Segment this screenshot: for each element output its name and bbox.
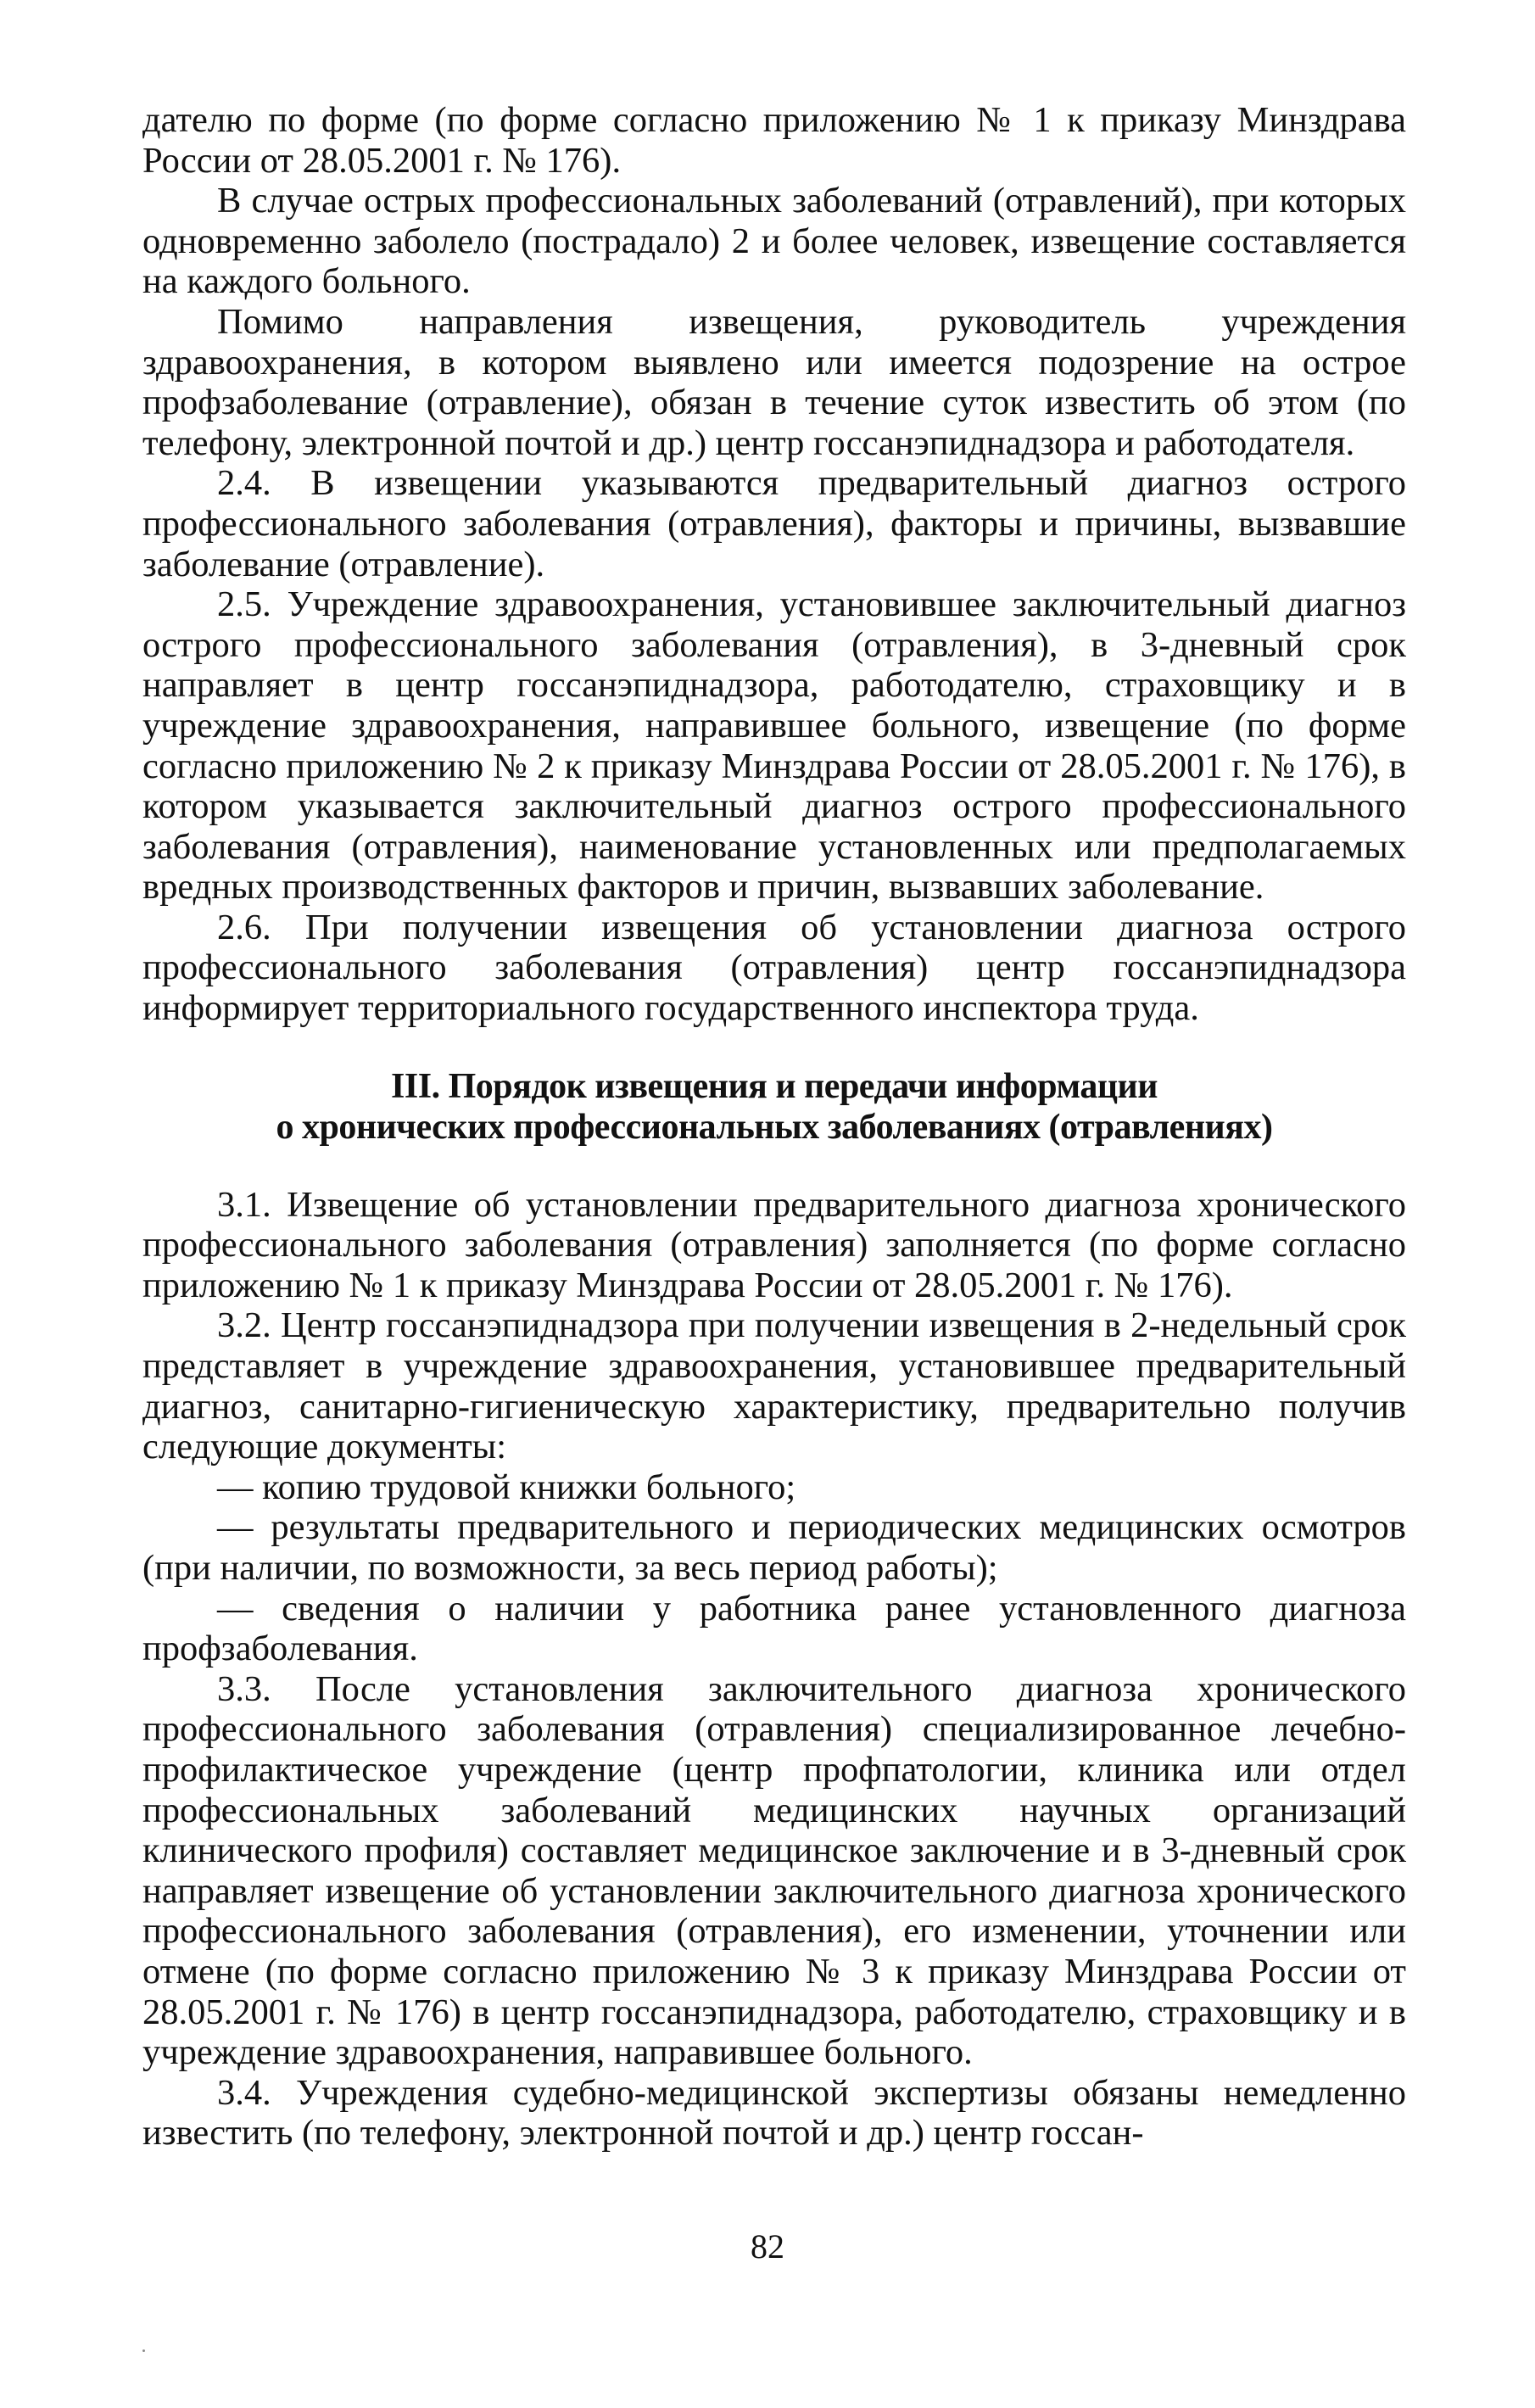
list-item-prior-diagnosis: — сведения о наличии у работника ранее установленного диагноза профзаболевания. — [142, 1588, 1406, 1669]
paragraph-3-4: 3.4. Учреждения судебно-медицинской экспертизы обязаны немедленно известить (по телефону, электронной почтой и др.) центр госсан- — [142, 2072, 1406, 2154]
paragraph-notification-duty: Помимо направления извещения, руководитель учреждения здравоохранения, в котором выявлено или имеется подозрение на острое профзаболевание (отравление), обязан в течение суток известить об этом (по телефону, электронной почтой и др.) центр госсанэпиднадзора и работодателя. — [142, 301, 1406, 463]
paragraph-2-6: 2.6. При получении извещения об установлении диагноза острого профессионального заболевания (отравления) центр госсанэпиднадзора информирует территориального государственного инспектора труда. — [142, 907, 1406, 1029]
document-page — [142, 100, 1406, 2154]
paragraph-3-3: 3.3. После установления заключительного диагноза хронического профессионального заболевания (отравления) специализированное лечебно-профилактическое учреждение (центр профпатологии, клиника или отдел профессиональных заболеваний медицинских научных организаций клинического профиля) составляет медицинское заключение и в 3-дневный срок направляет извещение об установлении заключительного диагноза хронического профессионального заболевания (отравления), его изменении, уточнении или отмене (по форме согласно приложению № 3 к приказу Минздрава России от 28.05.2001 г. № 176) в центр госсанэпиднадзора, работодателю, страховщику и в учреждение здравоохранения, направившее больного. — [142, 1668, 1406, 2073]
section-heading — [142, 1066, 1406, 1148]
list-item-medical-exams: — результаты предварительного и периодических медицинских осмотров (при наличии, по возможности, за весь период работы); — [142, 1507, 1406, 1588]
scan-speck — [142, 2349, 145, 2352]
paragraph-2-4: 2.4. В извещении указываются предварительный диагноз острого профессионального заболевания (отравления), факторы и причины, вызвавшие заболевание (отравление). — [142, 463, 1406, 584]
list-item-work-record: — копию трудовой книжки больного; — [217, 1467, 796, 1507]
paragraph-3-2: 3.2. Центр госсанэпиднадзора при получении извещения в 2-недельный срок представляет в учреждение здравоохранения, установившее предварительный диагноз, санитарно-гигиеническую характеристику, предварительно получив следующие документы: — [142, 1305, 1406, 1467]
paragraph-continuation: дателю по форме (по форме согласно приложению № 1 к приказу Минздрава России от 28.05.2001 г. № 176). — [142, 100, 1406, 181]
section-heading-line-1: III. Порядок извещения и передачи информации — [391, 1066, 1158, 1106]
paragraph-2-5: 2.5. Учреждение здравоохранения, установившее заключительный диагноз острого профессионального заболевания (отравления), в 3-дневный срок направляет в центр госсанэпиднадзора, работодателю, страховщику и в учреждение здравоохранения, направившее больного, извещение (по форме согласно приложению № 2 к приказу Минздрава России от 28.05.2001 г. № 176), в котором указывается заключительный диагноз острого профессионального заболевания (отравления), наименование установленных или предполагаемых вредных производственных факторов и причин, вызвавших заболевание. — [142, 584, 1406, 908]
section-heading-line-2: о хронических профессиональных заболеваниях (отравлениях) — [276, 1107, 1273, 1147]
page-number: 82 — [751, 2227, 784, 2266]
paragraph-3-1: 3.1. Извещение об установлении предварительного диагноза хронического профессионального заболевания (отравления) заполняется (по форме согласно приложению № 1 к приказу Минздрава России от 28.05.2001 г. № 176). — [142, 1184, 1406, 1305]
paragraph-acute-group-cases: В случае острых профессиональных заболеваний (отравлений), при которых одновременно заболело (пострадало) 2 и более человек, извещение составляется на каждого больного. — [142, 181, 1406, 302]
